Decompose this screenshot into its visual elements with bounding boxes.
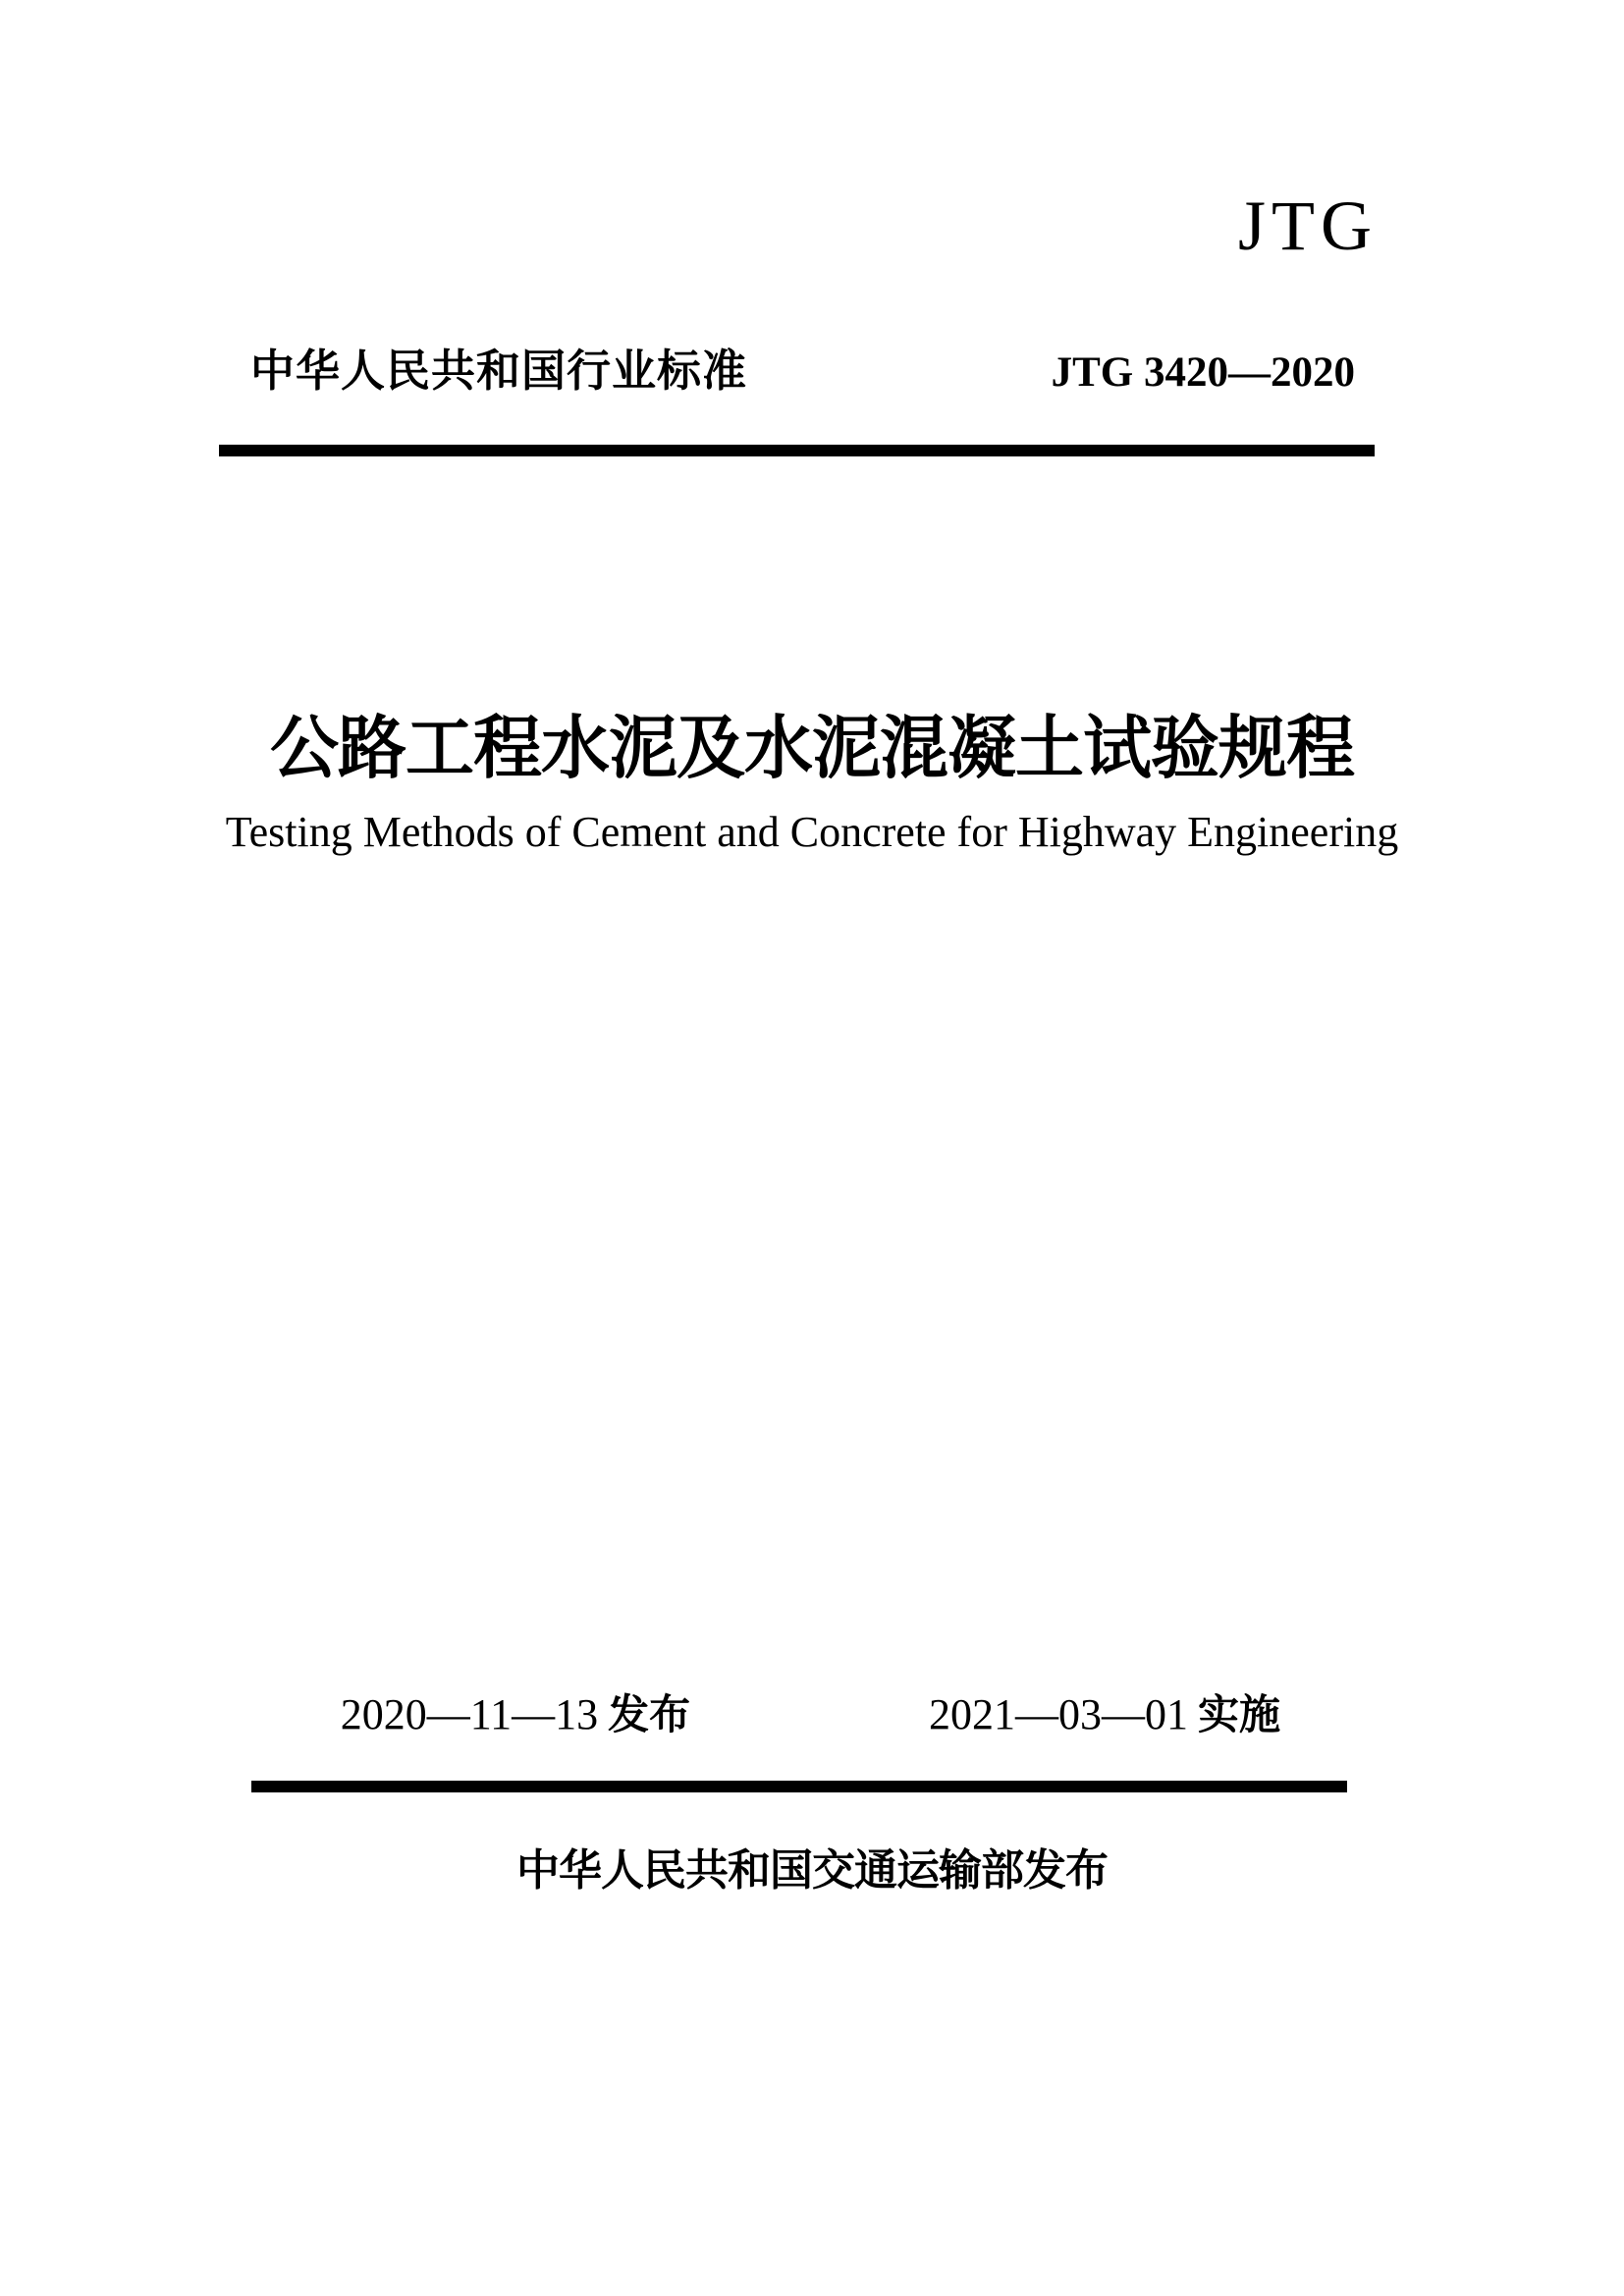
publish-date-value: 2020—11—13 bbox=[340, 1690, 599, 1738]
publisher-line: 中华人民共和国交通运输部发布 bbox=[516, 1846, 1108, 1895]
implement-date bbox=[928, 1690, 1281, 1738]
bottom-rule bbox=[251, 1781, 1347, 1792]
implement-date-label: 实施 bbox=[1197, 1691, 1281, 1737]
publish-date-label: 发布 bbox=[608, 1691, 691, 1737]
jtg-logo: JTG bbox=[1238, 187, 1378, 265]
standard-code: JTG 3420—2020 bbox=[1051, 349, 1355, 396]
top-rule bbox=[219, 445, 1375, 456]
standard-type-label: 中华人民共和国行业标准 bbox=[250, 346, 748, 396]
main-title-english: Testing Methods of Cement and Concrete for Highway Engineering bbox=[225, 808, 1399, 856]
main-title-chinese: 公路工程水泥及水泥混凝土试验规程 bbox=[270, 710, 1354, 786]
implement-date-value: 2021—03—01 bbox=[928, 1690, 1188, 1738]
publish-date bbox=[340, 1690, 691, 1738]
date-line bbox=[0, 1690, 1624, 1742]
